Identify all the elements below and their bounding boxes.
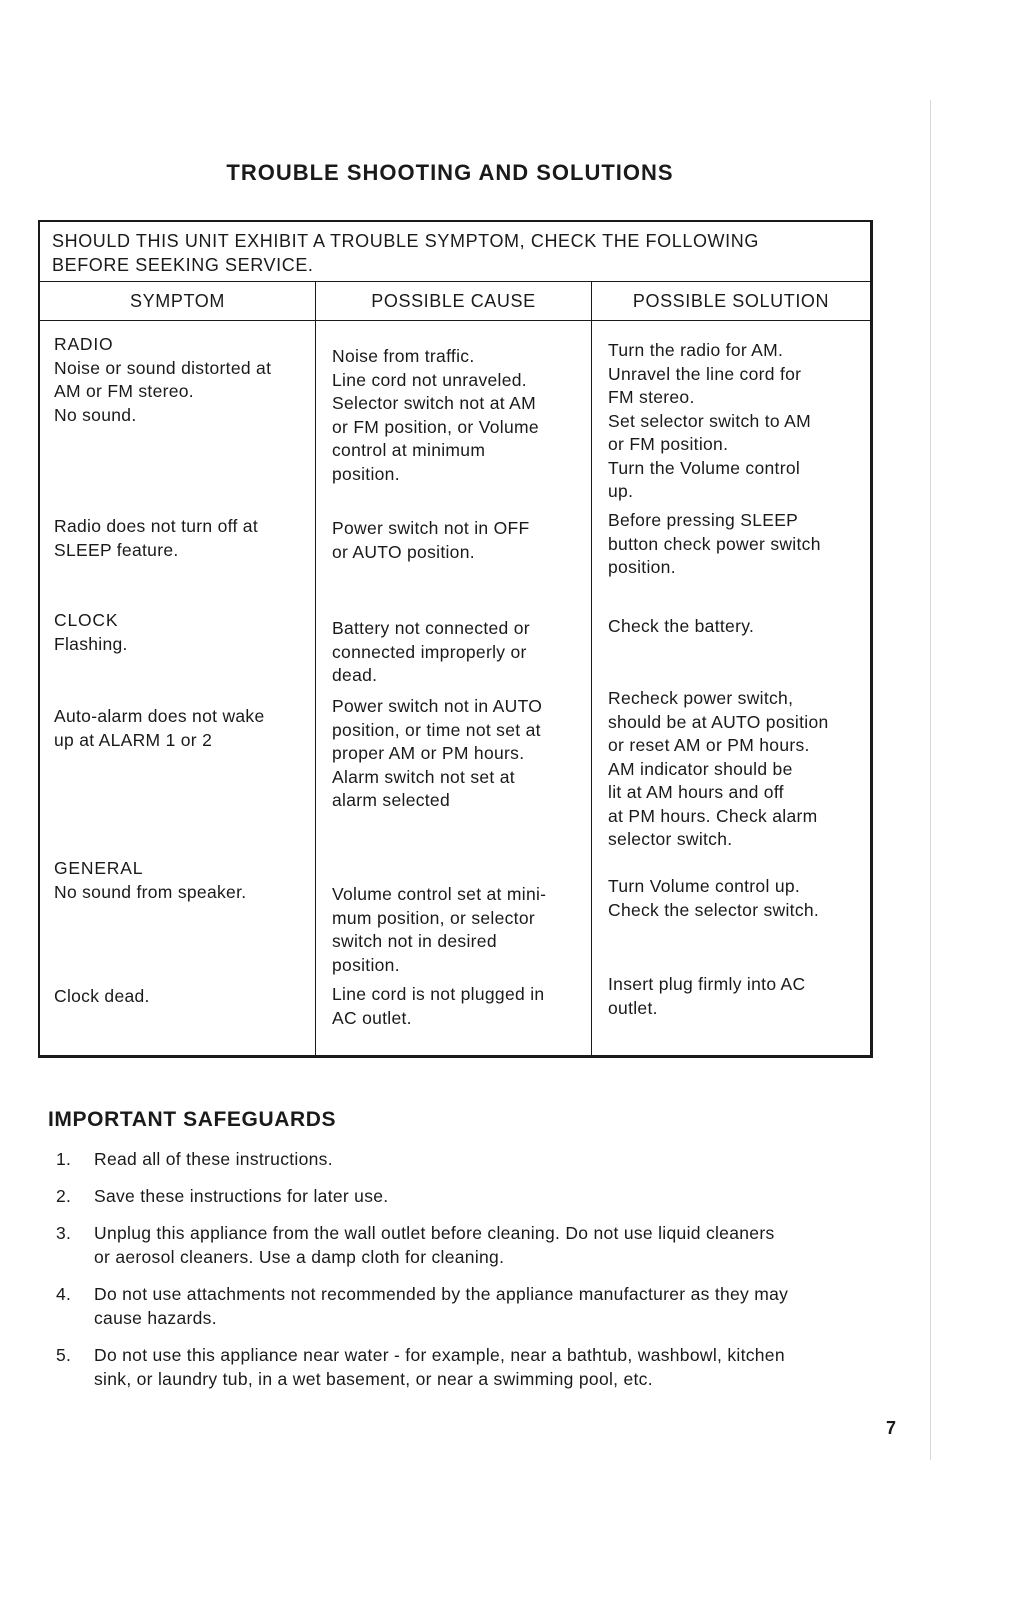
symptom-line: Radio does not turn off at (54, 516, 258, 536)
symptom-cell (54, 333, 309, 427)
cause-cell (332, 345, 585, 486)
cause-cell (332, 695, 585, 813)
table-grid (40, 282, 870, 1055)
safeguard-number: 4. (56, 1284, 72, 1304)
safeguard-number: 2. (56, 1186, 72, 1206)
solution-line: position. (608, 557, 676, 577)
solution-line: up. (608, 481, 634, 501)
cause-header: POSSIBLE CAUSE (316, 282, 591, 321)
safeguard-text: sink, or laundry tub, in a wet basement, or near a swimming pool, etc. (94, 1369, 653, 1389)
safeguard-item (56, 1147, 886, 1171)
solution-line: Recheck power switch, (608, 688, 794, 708)
symptom-cell (54, 985, 309, 1009)
solution-line: Check the selector switch. (608, 899, 820, 920)
symptom-line: AM or FM stereo. (54, 381, 194, 401)
symptom-header: SYMPTOM (40, 282, 315, 321)
solution-line: outlet. (608, 997, 658, 1018)
cause-line: Line cord is not plugged in (332, 984, 545, 1004)
solution-line: Turn the Volume control (608, 457, 801, 478)
symptom-line: No sound. (54, 404, 137, 425)
cause-line: connected improperly or (332, 641, 527, 662)
symptom-line: SLEEP feature. (54, 539, 179, 560)
safeguard-item (56, 1343, 886, 1391)
cause-cell (332, 883, 585, 977)
solution-line: or FM position. (608, 434, 729, 454)
intro-line: SHOULD THIS UNIT EXHIBIT A TROUBLE SYMPTOM, CHECK THE FOLLOWING (52, 231, 759, 251)
cause-line: alarm selected (332, 790, 451, 810)
symptom-column-body (40, 321, 315, 1055)
safeguard-text: or aerosol cleaners. Use a damp cloth for cleaning. (94, 1247, 505, 1267)
page-title: TROUBLE SHOOTING AND SOLUTIONS (226, 160, 674, 185)
solution-line: button check power switch (608, 533, 821, 554)
solution-line: lit at AM hours and off (608, 782, 784, 802)
symptom-cell (54, 515, 309, 562)
safeguard-number: 1. (56, 1149, 72, 1169)
solution-line: FM stereo. (608, 387, 695, 407)
table-intro (40, 222, 870, 282)
solution-cell (608, 615, 864, 639)
solution-cell (608, 339, 864, 504)
safeguard-text: Read all of these instructions. (94, 1149, 333, 1169)
solution-line: at PM hours. Check alarm (608, 805, 818, 826)
safeguard-text: Save these instructions for later use. (94, 1186, 389, 1206)
symptom-cell (54, 705, 309, 752)
solution-line: selector switch. (608, 829, 733, 849)
solution-header: POSSIBLE SOLUTION (592, 282, 870, 321)
symptom-line: Noise or sound distorted at (54, 357, 272, 378)
cause-line: Alarm switch not set at (332, 766, 515, 787)
troubleshooting-table (38, 220, 873, 1058)
safeguard-item (56, 1221, 886, 1269)
solution-line: Insert plug firmly into AC (608, 974, 806, 994)
solution-cell (608, 875, 864, 922)
safeguards-list (56, 1147, 886, 1404)
cause-line: AC outlet. (332, 1007, 412, 1028)
safeguard-number: 5. (56, 1345, 72, 1365)
symptom-line: Clock dead. (54, 986, 150, 1006)
solution-line: Before pressing SLEEP (608, 510, 799, 530)
safeguards-title: IMPORTANT SAFEGUARDS (48, 1108, 337, 1131)
symptom-line: up at ALARM 1 or 2 (54, 729, 213, 750)
symptom-cell (54, 609, 309, 656)
cause-line: Noise from traffic. (332, 346, 475, 366)
category-heading: RADIO (54, 334, 114, 354)
solution-line: or reset AM or PM hours. (608, 735, 810, 755)
cause-line: position. (332, 954, 400, 975)
cause-line: Volume control set at mini- (332, 884, 547, 904)
solution-column (592, 282, 870, 1055)
safeguard-item (56, 1282, 886, 1330)
page-edge-line (930, 100, 931, 1460)
symptom-cell (54, 857, 309, 904)
solution-line: AM indicator should be (608, 758, 793, 779)
cause-line: Battery not connected or (332, 618, 530, 638)
cause-column (316, 282, 592, 1055)
cause-line: Power switch not in AUTO (332, 696, 543, 716)
safeguard-text: cause hazards. (94, 1308, 217, 1328)
solution-line: should be at AUTO position (608, 711, 829, 732)
cause-line: switch not in desired (332, 931, 497, 951)
solution-line: Turn Volume control up. (608, 876, 801, 896)
category-heading: GENERAL (54, 858, 144, 878)
cause-line: proper AM or PM hours. (332, 743, 525, 763)
cause-line: Selector switch not at AM (332, 393, 536, 413)
symptom-line: No sound from speaker. (54, 881, 247, 902)
solution-cell (608, 973, 864, 1020)
page-number: 7 (886, 1418, 897, 1438)
cause-line: Power switch not in OFF (332, 518, 530, 538)
solution-cell (608, 509, 864, 580)
cause-line: Line cord not unraveled. (332, 369, 527, 390)
safeguard-text: Do not use attachments not recommended by the appliance manufacturer as they may (94, 1284, 789, 1304)
symptom-line: Flashing. (54, 633, 128, 654)
safeguard-text: Unplug this appliance from the wall outlet before cleaning. Do not use liquid cleaners (94, 1223, 775, 1243)
cause-line: position, or time not set at (332, 719, 541, 740)
intro-line: BEFORE SEEKING SERVICE. (52, 255, 314, 275)
category-heading: CLOCK (54, 610, 119, 630)
safeguard-item (56, 1184, 886, 1208)
solution-line: Check the battery. (608, 616, 755, 636)
cause-cell (332, 517, 585, 564)
solution-cell (608, 687, 864, 852)
safeguard-number: 3. (56, 1223, 72, 1243)
cause-line: dead. (332, 665, 378, 685)
cause-line: control at minimum (332, 440, 486, 460)
cause-column-body (316, 321, 591, 1055)
cause-line: position. (332, 463, 400, 484)
cause-cell (332, 983, 585, 1030)
cause-line: or FM position, or Volume (332, 416, 539, 437)
solution-line: Set selector switch to AM (608, 410, 811, 431)
solution-column-body (592, 321, 870, 1055)
safeguard-text: Do not use this appliance near water - for example, near a bathtub, washbowl, kitchen (94, 1345, 785, 1365)
symptom-line: Auto-alarm does not wake (54, 706, 265, 726)
cause-cell (332, 617, 585, 688)
cause-line: or AUTO position. (332, 541, 475, 562)
solution-line: Turn the radio for AM. (608, 340, 784, 360)
symptom-column (40, 282, 316, 1055)
cause-line: mum position, or selector (332, 907, 535, 928)
solution-line: Unravel the line cord for (608, 363, 802, 384)
